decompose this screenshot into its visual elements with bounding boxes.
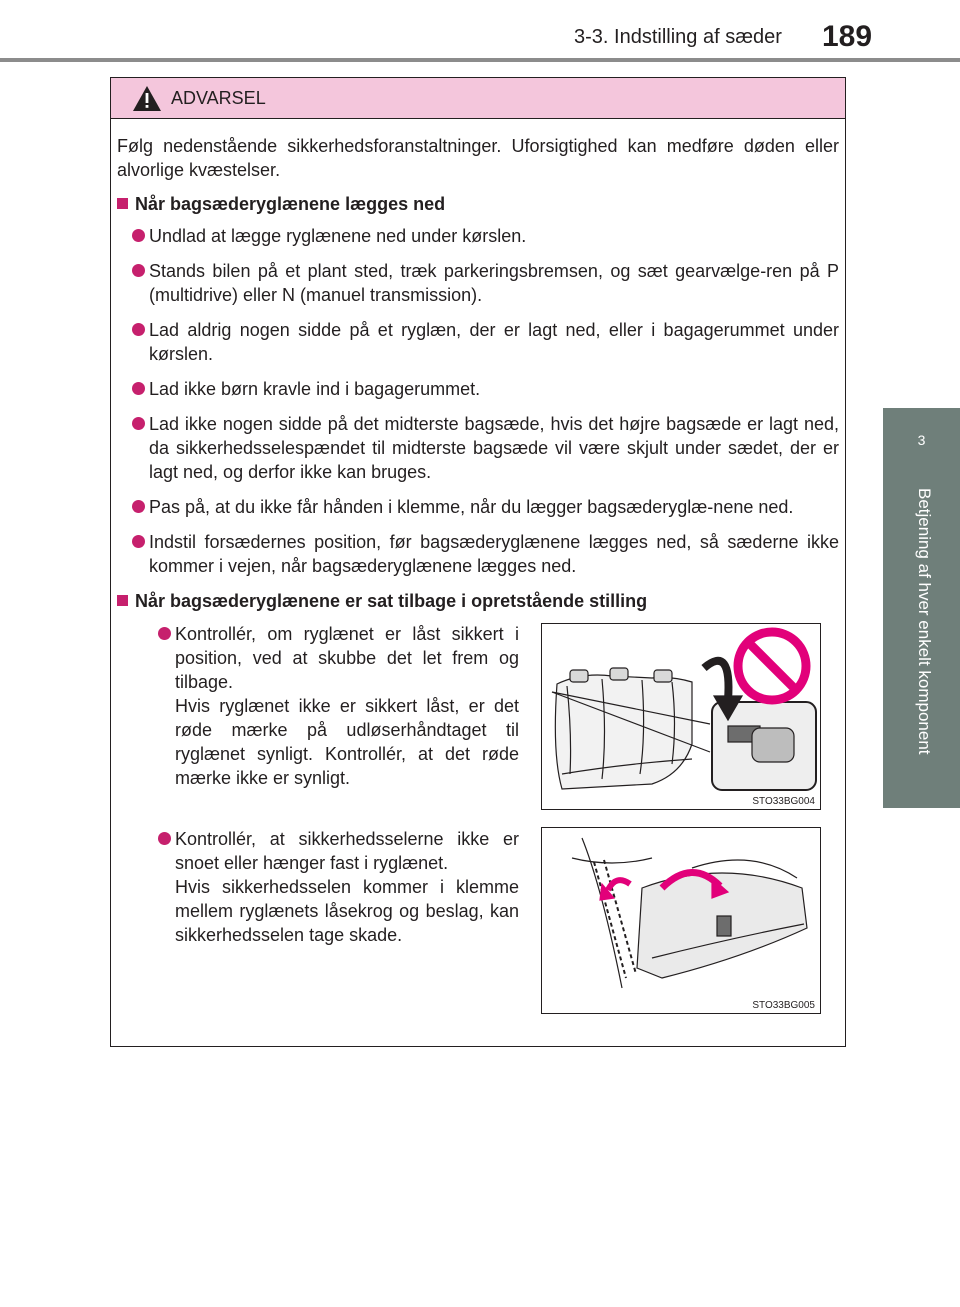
seatbelt-illustration <box>541 827 821 1014</box>
list-item: Indstil forsædernes position, før bagsæderyglænene lægges ned, så sæderne ikke kommer i vejen, når bagsæderyglænene lægges ned. <box>117 530 839 578</box>
list-item-belt-check <box>143 827 519 947</box>
header-divider <box>0 58 960 62</box>
seat-lock-drawing <box>542 624 821 810</box>
section-heading-fold-down: Når bagsæderyglænene lægges ned <box>117 192 839 216</box>
list-item: Lad ikke børn kravle ind i bagagerummet. <box>117 377 839 401</box>
figure-code: STO33BG005 <box>752 1000 815 1011</box>
warning-header <box>111 78 845 119</box>
list-item: Lad aldrig nogen sidde på et ryglæn, der er lagt ned, eller i bagagerummet under kørslen. <box>117 318 839 366</box>
figure-code: STO33BG004 <box>752 796 815 807</box>
list-item-text: Kontrollér, om ryglænet er låst sikkert i position, ved at skubbe det let frem og tilbage. <box>175 624 519 692</box>
seatbelt-drawing <box>542 828 821 1014</box>
chapter-number: 3 <box>917 432 926 448</box>
chapter-tab <box>883 408 960 808</box>
list-item-text: Kontrollér, at sikkerhedsselerne ikke er snoet eller hænger fast i ryglænet. <box>175 829 519 873</box>
list-item-text: Hvis ryglænet ikke er sikkert låst, er det røde mærke på udløserhåndtaget til ryglænet synligt. Kontrollér, at det røde mærke ikke er synligt. <box>175 696 519 788</box>
list-item-lock-check <box>143 622 519 790</box>
section-heading-upright: Når bagsæderyglænene er sat tilbage i opretstående stilling <box>117 589 839 613</box>
warning-triangle-icon <box>132 85 162 112</box>
warning-content <box>117 134 839 621</box>
warning-title: ADVARSEL <box>171 88 266 108</box>
list-item: Pas på, at du ikke får hånden i klemme, når du lægger bagsæderyglæ-nene ned. <box>117 495 839 519</box>
list-item: Undlad at lægge ryglænene ned under kørslen. <box>117 224 839 248</box>
list-item: Stands bilen på et plant sted, træk parkeringsbremsen, og sæt gearvælge-ren på P (multidrive) eller N (manuel transmission). <box>117 259 839 307</box>
section-title: 3-3. Indstilling af sæder <box>574 26 782 48</box>
warning-box <box>110 77 846 1047</box>
list-item: Lad ikke nogen sidde på det midterste bagsæde, hvis det højre bagsæde er lagt ned, da sikkerhedsselespændet til midterste bagsæde vil være skjult under sædet, der er lagt ned, og derfor ikke kan bruges. <box>117 412 839 484</box>
seat-lock-illustration <box>541 623 821 810</box>
page-number: 189 <box>822 20 873 53</box>
warning-intro: Følg nedenstående sikkerhedsforanstaltninger. Uforsigtighed kan medføre døden eller alvorlige kvæstelser. <box>117 136 839 180</box>
chapter-title: Betjening af hver enkelt komponent <box>915 488 934 755</box>
prohibition-icon <box>738 632 806 700</box>
list-item-text: Hvis sikkerhedsselen kommer i klemme mellem ryglænets låsekrog og beslag, kan sikkerhedsselen tage skade. <box>175 877 519 945</box>
